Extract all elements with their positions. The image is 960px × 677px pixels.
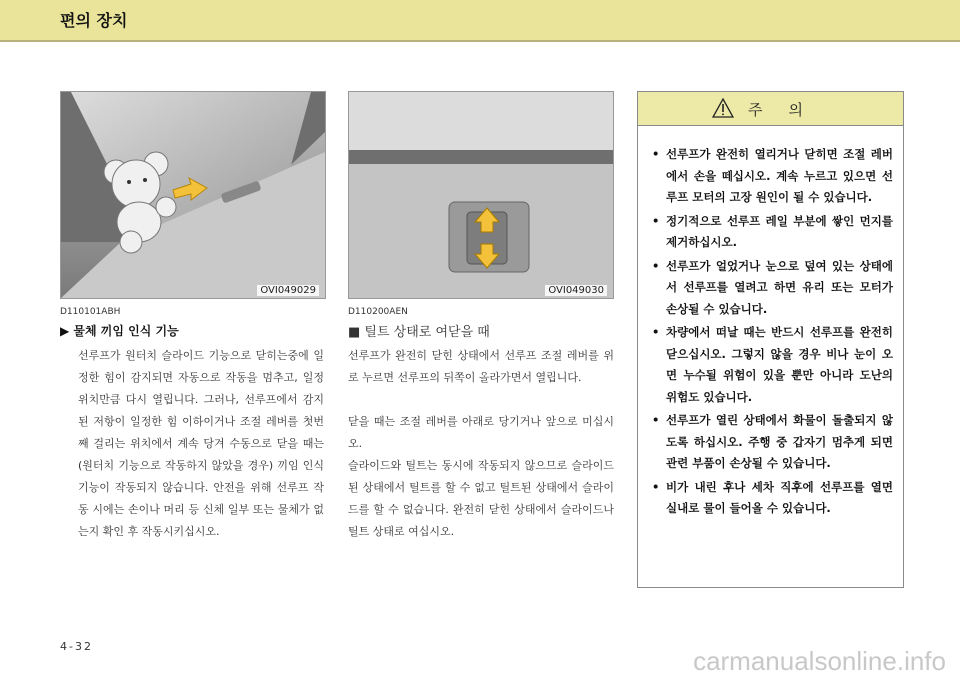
caution-header [638,92,903,126]
bullet: • [652,147,660,161]
section-code: D110200AEN [348,307,408,317]
list-item: • 차량에서 떠날 때는 반드시 선루프를 완전히 닫으십시오. 그렇지 않을 경우 비나 눈이 오면 누수될 위험이 있을 뿐만 아니라 도난의 위험도 있습니다. [652,322,893,408]
list-item: • 선루프가 열린 상태에서 화물이 돌출되지 않도록 하십시오. 주행 중 갑자기 멈추게 되면 관련 부품이 손상될 수 있습니다. [652,410,893,475]
section-body-2: 닫을 때는 조절 레버를 아래로 당기거나 앞으로 미십시오. [348,415,614,450]
bullet: • [652,325,660,339]
section-body-1: 선루프가 완전히 닫힌 상태에서 선루프 조절 레버를 위로 누르면 선루프의 뒤쪽이 올라가면서 열립니다. [348,349,614,384]
header-bar [0,0,960,40]
caution-box [637,91,904,588]
caution-title: 주의 [748,101,829,119]
bullet: • [652,479,660,494]
list-item: • 비가 내린 후나 세차 직후에 선루프를 열면 실내로 물이 들어올 수 있습니다. [652,477,893,520]
photo-code: OVI049030 [545,285,607,296]
header-rule [0,40,960,42]
photo-code: OVI049029 [257,285,319,296]
bullet: • [652,413,660,427]
warning-triangle-icon [712,98,734,118]
section-body: 선루프가 원터치 슬라이드 기능으로 닫히는중에 일정한 힘이 감지되면 자동으로 작동을 멈추고, 일정 위치만큼 다시 열립니다. 그러나, 선루프에서 감지된 저항이 일정한 힘 이하이거나 조절 레버를 첫번째 걸리는 위치에서 계속 당겨 수동으로 닫을 때는(원터치 기능으로 작동하지 않았을 경우) 끼임 인식 기능이 작동되지 않습니다. 안전을 위해 선루프 작동 시에는 손이나 머리 등 신체 일부 또는 물체가 없는지 확인 후 작동시키십시오. [78,349,324,538]
sunroof-photo [60,91,326,299]
list-item: • 정기적으로 선루프 레일 부분에 쌓인 먼지를 제거하십시오. [652,211,893,254]
page-title: 편의 장치 [60,11,128,30]
page-number: 4-32 [60,640,93,653]
watermark: carmanualsonline.info [693,646,946,676]
sunroof-switch-photo [348,91,614,299]
section-heading: ▶ 물체 끼임 인식 기능 [60,324,179,338]
bullet: • [652,258,660,273]
list-item: • 선루프가 완전히 열리거나 닫히면 조절 레버에서 손을 떼십시오. 계속 누르고 있으면 선루프 모터의 고장 원인이 될 수 있습니다. [652,144,893,209]
list-item: • 선루프가 얼었거나 눈으로 덮여 있는 상태에서 선루프를 열려고 하면 유리 또는 모터가 손상될 수 있습니다. [652,256,893,321]
section-heading: ■ 틸트 상태로 여닫을 때 [348,325,490,340]
section-code: D110101ABH [60,307,121,317]
bullet: • [652,213,660,228]
caution-list [638,126,903,520]
section-body-3: 슬라이드와 틸트는 동시에 작동되지 않으므로 슬라이드된 상태에서 틸트를 할 수 없고 틸트된 상태에서 슬라이드를 할 수 없습니다. 완전히 닫힌 상태에서 슬라이드나 틸트 상태로 여십시오. [348,459,614,538]
